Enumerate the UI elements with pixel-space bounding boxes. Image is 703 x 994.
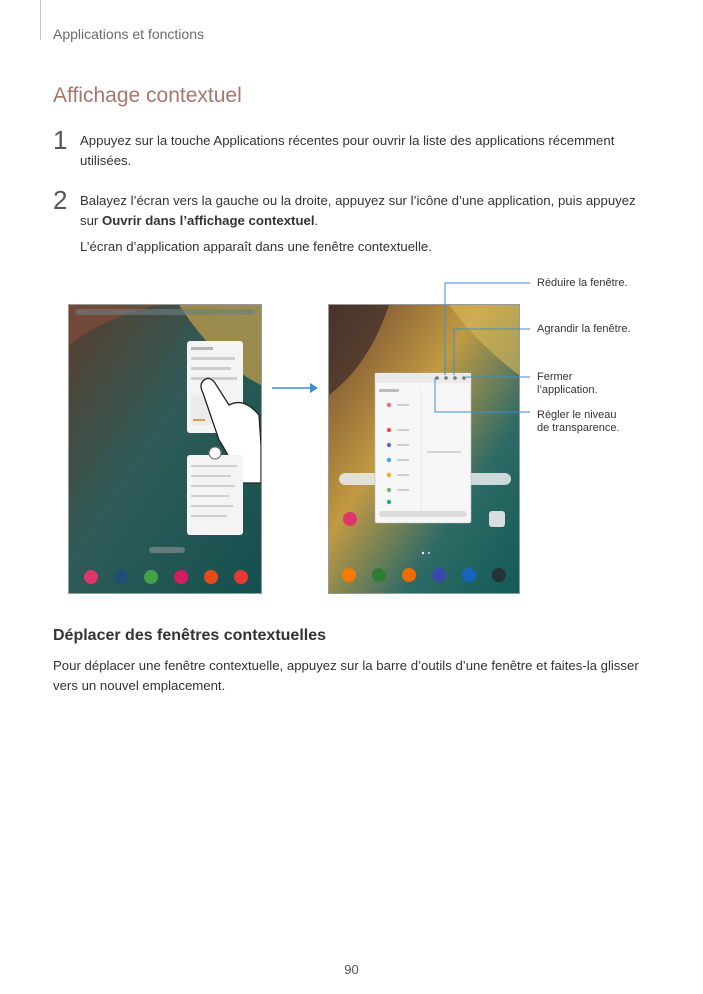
callout-maximize: Agrandir la fenêtre.	[537, 323, 631, 335]
subsection-title: Déplacer des fenêtres contextuelles	[53, 627, 327, 644]
step-text: Appuyez sur la touche Applications récentes pour ouvrir la liste des applications récemment utilisées.	[80, 133, 615, 168]
step-number: 1	[53, 125, 68, 155]
step-text-part: Balayez l’écran vers la gauche ou la droite, appuyez sur l’icône d’une application, puis appuyez sur	[80, 193, 636, 228]
step-text-end: .	[314, 213, 319, 228]
subsection-text-line2: vers un nouvel emplacement.	[53, 678, 226, 693]
section-title: Affichage contextuel	[53, 84, 242, 107]
callout-transparency-line1: Régler le niveau	[537, 409, 617, 421]
callout-minimize: Réduire la fenêtre.	[537, 277, 628, 289]
callout-close	[537, 371, 657, 397]
callout-close-line2: l’application.	[537, 384, 598, 396]
step-number: 2	[53, 185, 68, 215]
running-header: Applications et fonctions	[53, 26, 204, 42]
step-2-note: L’écran d’application apparaît dans une fenêtre contextuelle.	[80, 239, 432, 254]
callout-close-line1: Fermer	[537, 371, 573, 383]
subsection-text-line1: Pour déplacer une fenêtre contextuelle, appuyez sur la barre d’outils d’une fenêtre et faites-la glisser	[53, 658, 639, 673]
step-text-bold: Ouvrir dans l’affichage contextuel	[101, 213, 315, 228]
callout-transparency	[537, 409, 657, 435]
page-number: 90	[344, 962, 359, 977]
callout-transparency-line2: de transparence.	[537, 422, 620, 434]
